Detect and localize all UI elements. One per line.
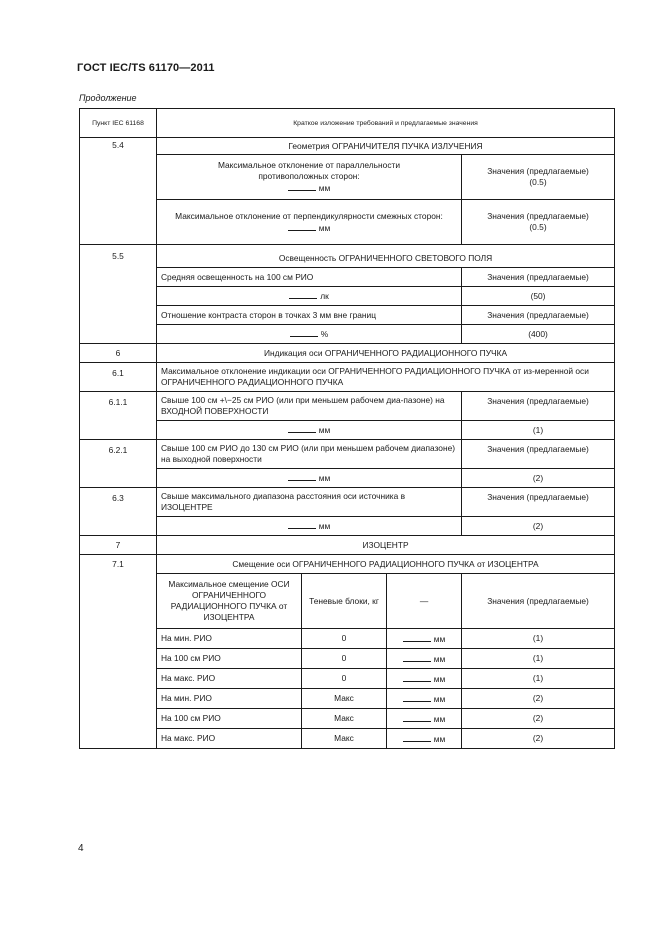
value-cell [462,200,615,245]
table-row [80,138,615,155]
unit-cell [157,517,462,536]
table-row [80,536,615,555]
unit-label: мм [433,693,446,704]
table-row [80,440,615,469]
row-label: На мин. РИО [157,689,302,709]
table-row [80,689,615,709]
unit-label: мм [318,521,331,531]
section-title: Индикация оси ОГРАНИЧЕННОГО РАДИАЦИОННОГО ПУЧКА [157,344,615,363]
unit-cell [387,669,462,689]
table-row [80,363,615,392]
unit-label: мм [318,222,331,233]
table-row [80,421,615,440]
requirement-text: Свыше 100 см РИО до 130 см РИО (или при меньшем рабочем диапазоне) на выходной поверхности [157,440,462,469]
blank-line [288,520,316,529]
table-row [80,325,615,344]
table-row [80,649,615,669]
table-row [80,200,615,245]
blank-line [403,673,431,682]
value: (2) [462,469,615,488]
unit-cell [157,287,462,306]
value: (0.5) [529,222,547,232]
value-label: Значения (предлагаемые) [462,488,615,517]
table-row [80,268,615,287]
blank-line [290,328,318,337]
table-row [80,245,615,268]
requirement-text: Отношение контраста сторон в точках 3 мм вне границ [157,306,462,325]
unit-label: лк [320,291,329,301]
shadow-load: 0 [302,649,387,669]
table-row [80,709,615,729]
shadow-load: Макс [302,729,387,749]
value: (1) [462,421,615,440]
unit-cell [387,649,462,669]
section-title: Освещенность ОГРАНИЧЕННОГО СВЕТОВОГО ПОЛЯ [157,245,615,268]
blank-line [288,182,316,191]
table-row [80,488,615,517]
clause-number: 7.1 [80,555,157,749]
table-row [80,392,615,421]
requirement-text: Средняя освещенность на 100 см РИО [157,268,462,287]
table-row [80,306,615,325]
row-label: На макс. РИО [157,729,302,749]
unit-cell [387,729,462,749]
value: (400) [462,325,615,344]
header-summary: Краткое изложение требований и предлагаемые значения [157,109,615,138]
unit-cell [157,325,462,344]
subheader-dash: — [387,574,462,629]
value-label: Значения (предлагаемые) [462,268,615,287]
page-number: 4 [78,843,84,854]
requirement-text: Максимальное отклонение индикации оси ОГРАНИЧЕННОГО РАДИАЦИОННОГО ПУЧКА от из-меренной оси ОГРАНИЧЕННОГО РАДИАЦИОННОГО ПУЧКА [157,363,615,392]
clause-number: 7 [80,536,157,555]
unit-label: мм [433,633,446,644]
clause-number: 5.4 [80,138,157,245]
unit-cell [157,469,462,488]
unit-label: мм [318,473,331,483]
value: (1) [462,629,615,649]
shadow-load: 0 [302,669,387,689]
section-title: Смещение оси ОГРАНИЧЕННОГО РАДИАЦИОННОГО ПУЧКА от ИЗОЦЕНТРА [157,555,615,574]
table-row [80,669,615,689]
table-row [80,155,615,200]
section-title: Геометрия ОГРАНИЧИТЕЛЯ ПУЧКА ИЗЛУЧЕНИЯ [157,138,615,155]
continuation-label: Продолжение [79,93,137,103]
unit-cell [387,629,462,649]
clause-number: 6.2.1 [80,440,157,488]
unit-label: мм [318,183,331,193]
unit-line [187,182,431,194]
unit-cell [387,689,462,709]
table-row [80,555,615,574]
table-row [80,287,615,306]
unit-label: мм [433,713,446,724]
value-label: Значения (предлагаемые) [462,392,615,421]
value: (2) [462,689,615,709]
blank-line [288,472,316,481]
clause-number: 6.1.1 [80,392,157,440]
value-label: Значения (предлагаемые) [487,211,589,221]
unit-label: мм [318,425,331,435]
blank-line [288,222,316,231]
value: (1) [462,669,615,689]
clause-number: 5.5 [80,245,157,344]
table-header-row [80,109,615,138]
value: (2) [462,729,615,749]
value: (2) [462,709,615,729]
requirement-text: Максимальное отклонение от параллельности противоположных сторон: [217,160,401,181]
table-row [80,517,615,536]
value: (50) [462,287,615,306]
unit-cell [157,421,462,440]
table-row [80,469,615,488]
clause-number: 6.1 [80,363,157,392]
row-label: На макс. РИО [157,669,302,689]
value-label: Значения (предлагаемые) [462,306,615,325]
blank-line [403,733,431,742]
requirement-text: Свыше 100 см +\−25 см РИО (или при меньшем рабочем диа-пазоне) на ВХОДНОЙ ПОВЕРХНОСТИ [157,392,462,421]
value: (2) [462,517,615,536]
shadow-load: Макс [302,709,387,729]
subtable-header-row [80,574,615,629]
section-title: ИЗОЦЕНТР [157,536,615,555]
value-label: Значения (предлагаемые) [462,440,615,469]
unit-label: мм [433,733,446,744]
unit-label: мм [433,673,446,684]
blank-line [403,653,431,662]
blank-line [403,633,431,642]
value: (1) [462,649,615,669]
value-cell [462,155,615,200]
shadow-load: Макс [302,689,387,709]
clause-number: 6.3 [80,488,157,536]
requirement-text: Свыше максимального диапазона расстояния оси источника в ИЗОЦЕНТРЕ [157,488,462,517]
subheader-displacement: Максимальное смещение ОСИ ОГРАНИЧЕННОГО РАДИАЦИОННОГО ПУЧКА от ИЗОЦЕНТРА [157,574,302,629]
clause-number: 6 [80,344,157,363]
blank-line [403,713,431,722]
value: (0.5) [529,177,547,187]
requirement-text: Максимальное отклонение от перпендикулярности смежных сторон: [175,210,443,221]
unit-cell [387,709,462,729]
subheader-shadow-blocks: Теневые блоки, кг [302,574,387,629]
row-label: На 100 см РИО [157,709,302,729]
shadow-load: 0 [302,629,387,649]
table-row [80,344,615,363]
table-row [80,629,615,649]
unit-line [167,222,451,234]
subheader-values: Значения (предлагаемые) [462,574,615,629]
blank-line [403,693,431,702]
blank-line [289,290,317,299]
row-label: На 100 см РИО [157,649,302,669]
unit-label: % [320,329,329,339]
requirements-table [79,108,615,749]
unit-label: мм [433,653,446,664]
header-clause: Пункт IEC 61168 [80,109,157,138]
value-label: Значения (предлагаемые) [487,166,589,176]
table-row [80,729,615,749]
row-label: На мин. РИО [157,629,302,649]
requirement-cell [157,155,462,200]
document-header: ГОСТ IEC/TS 61170—2011 [77,62,215,74]
blank-line [288,424,316,433]
requirement-cell [157,200,462,245]
